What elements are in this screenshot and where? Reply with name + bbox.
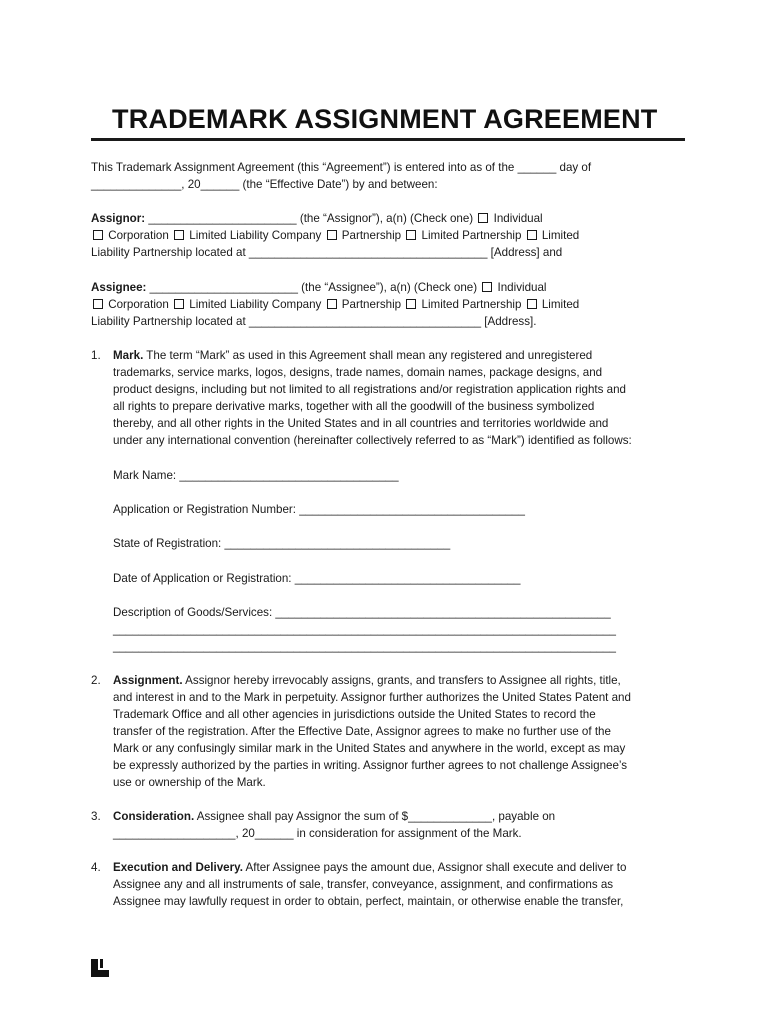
intro-line-1: This Trademark Assignment Agreement (this “Agreement”) is entered into as of the ______ day of [91, 161, 592, 174]
section-4-number: 4. [91, 861, 101, 874]
assignee-line-1 [91, 279, 547, 296]
assignor-lp-label: Limited Partnership [418, 229, 525, 242]
assignor-corporation-label: Corporation [105, 229, 173, 242]
section-3-text: Assignee shall pay Assignor the sum of $_____________, payable on [194, 810, 556, 823]
section-1-heading: Mark. [113, 349, 144, 362]
assignor-llc-label: Limited Liability Company [186, 229, 325, 242]
section-4-text: After Assignee pays the amount due, Assignor shall execute and deliver to [242, 861, 627, 874]
section-3-line-2: ___________________, 20______ in consideration for assignment of the Mark. [113, 827, 522, 840]
assignee-llc-checkbox[interactable] [174, 299, 184, 309]
section-1-line-1 [113, 347, 592, 364]
section-1-line-2: trademarks, service marks, logos, designs, trade names, domain names, package designs, and [113, 366, 603, 379]
section-4-line-1 [113, 859, 626, 876]
assignee-corporation-label: Corporation [105, 298, 173, 311]
assignor-line-2 [91, 227, 579, 244]
assignor-lp-checkbox[interactable] [406, 230, 416, 240]
section-1-line-4: all rights to prepare derivative marks, together with all the goodwill of the business symbolized [113, 400, 595, 413]
assignee-label: Assignee: [91, 281, 147, 294]
section-3-number: 3. [91, 810, 101, 823]
section-2-heading: Assignment. [113, 674, 183, 687]
section-4-line-3: Assignee may lawfully request in order to obtain, perfect, maintain, or otherwise enable the transfer, [113, 895, 624, 908]
section-2-line-3: Trademark Office and all other agencies in jurisdictions outside the United States to record the [113, 708, 596, 721]
section-3-heading: Consideration. [113, 810, 195, 823]
assignor-individual-checkbox[interactable] [478, 213, 488, 223]
section-2-line-2: and interest in and to the Mark in perpetuity. Assignor further authorizes the United States Patent and [113, 691, 631, 704]
section-2-line-1 [113, 672, 621, 689]
assignee-llp-label: Limited [538, 298, 580, 311]
section-4-heading: Execution and Delivery. [113, 861, 243, 874]
section-1-line-6: under any international convention (hereinafter collectively referred to as “Mark”) identified as follows: [113, 434, 632, 447]
mark-name-field: Mark Name: __________________________________ [113, 469, 399, 482]
description-goods-line-2: ______________________________________________________________________________ [113, 623, 616, 636]
section-2-line-6: be expressly authorized by the parties in writing. Assignor further agrees to not challenge Assignee’s [113, 759, 628, 772]
section-2-number: 2. [91, 674, 101, 687]
assignee-lp-checkbox[interactable] [406, 299, 416, 309]
section-2-text: Assignor hereby irrevocably assigns, grants, and transfers to Assignee all rights, title, [182, 674, 621, 687]
assignee-llc-label: Limited Liability Company [186, 298, 325, 311]
assignee-individual-label: Individual [494, 281, 547, 294]
assignor-line-1 [91, 210, 543, 227]
section-1-line-3: product designs, including but not limited to all registrations and/or registration application rights and [113, 383, 626, 396]
assignee-corporation-checkbox[interactable] [93, 299, 103, 309]
assignor-corporation-checkbox[interactable] [93, 230, 103, 240]
assignee-line-3: Liability Partnership located at ____________________________________ [Address]. [91, 315, 537, 328]
section-2-line-7: use or ownership of the Mark. [113, 776, 266, 789]
assignee-individual-checkbox[interactable] [482, 282, 492, 292]
assignor-line-3: Liability Partnership located at _____________________________________ [Address] and [91, 246, 563, 259]
assignor-partnership-checkbox[interactable] [327, 230, 337, 240]
assignor-individual-label: Individual [490, 212, 543, 225]
assignee-name-text: _______________________ (the “Assignee”), a(n) (Check one) [146, 281, 481, 294]
date-of-application-field: Date of Application or Registration: ___________________________________ [113, 572, 521, 585]
description-goods-field: Description of Goods/Services: ____________________________________________________ [113, 606, 611, 619]
assignee-partnership-label: Partnership [338, 298, 405, 311]
registration-number-field: Application or Registration Number: ___________________________________ [113, 503, 525, 516]
assignee-lp-label: Limited Partnership [418, 298, 525, 311]
description-goods-line-3: ______________________________________________________________________________ [113, 640, 616, 653]
section-1-line-5: thereby, and all other rights in the United States and in all countries and territories worldwide and [113, 417, 609, 430]
section-3-line-1 [113, 808, 555, 825]
assignee-partnership-checkbox[interactable] [327, 299, 337, 309]
assignor-llp-label: Limited [538, 229, 580, 242]
section-4-line-2: Assignee any and all instruments of sale, transfer, conveyance, assignment, and confirmations as [113, 878, 614, 891]
assignor-partnership-label: Partnership [338, 229, 405, 242]
intro-line-2: ______________, 20______ (the “Effective Date”) by and between: [91, 178, 438, 191]
assignee-line-2 [91, 296, 579, 313]
title-underline [91, 138, 685, 141]
section-1-text: The term “Mark” as used in this Agreement shall mean any registered and unregistered [143, 349, 593, 362]
section-1-number: 1. [91, 349, 101, 362]
assignor-name-text: _______________________ (the “Assignor”), a(n) (Check one) [145, 212, 477, 225]
document-title: TRADEMARK ASSIGNMENT AGREEMENT [112, 104, 658, 134]
assignor-label: Assignor: [91, 212, 146, 225]
assignee-llp-checkbox[interactable] [527, 299, 537, 309]
logo-icon [91, 959, 109, 977]
state-of-registration-field: State of Registration: ___________________________________ [113, 537, 451, 550]
section-2-line-4: transfer of the registration. After the Effective Date, Assignor agrees to make no further use of the [113, 725, 611, 738]
assignor-llp-checkbox[interactable] [527, 230, 537, 240]
section-2-line-5: Mark or any confusingly similar mark in the United States and anywhere in the world, except as may [113, 742, 626, 755]
assignor-llc-checkbox[interactable] [174, 230, 184, 240]
